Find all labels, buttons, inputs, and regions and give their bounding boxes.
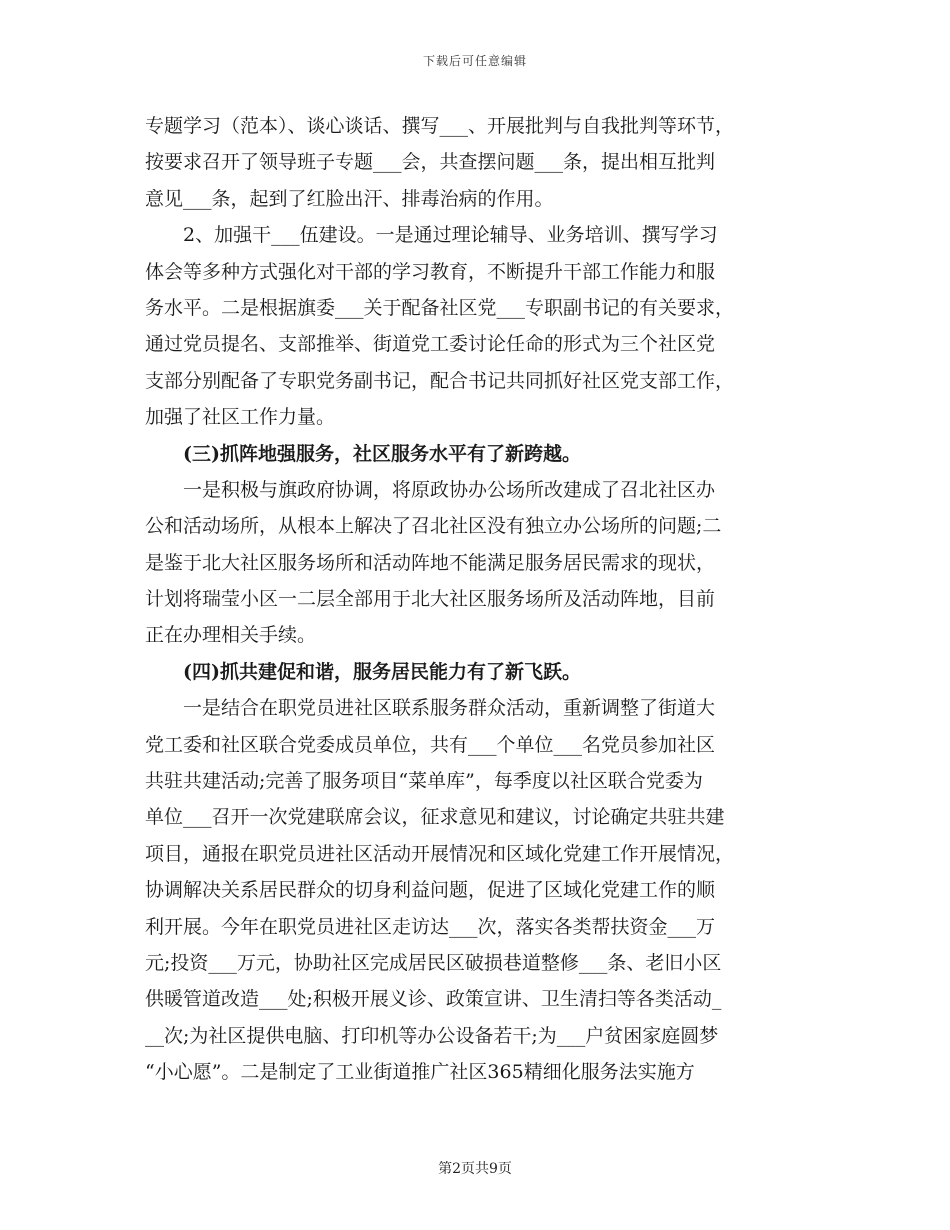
text-line: 体会等多种方式强化对干部的学习教育，不断提升干部工作能力和服 xyxy=(145,260,716,283)
text-line: 利开展。今年在职党员进社区走访达___次，落实各类帮扶资金___万 xyxy=(145,915,716,938)
text-line: 是鉴于北大社区服务场所和活动阵地不能满足服务居民需求的现状， xyxy=(145,551,716,574)
text-line: 务水平。二是根据旗委___关于配备社区党___专职副书记的有关要求， xyxy=(145,296,735,319)
text-line: 正在办理相关手续。 xyxy=(145,624,317,647)
text-line: 单位___召开一次党建联席会议，征求意见和建议，讨论确定共驻共建 xyxy=(145,806,725,829)
text-line: “小心愿”。二是制定了工业街道推广社区365精细化服务法实施方 xyxy=(145,1061,695,1084)
text-line: 元;投资___万元，协助社区完成居民区破损巷道整修___条、老旧小区 xyxy=(145,951,722,974)
text-line: 项目，通报在职党员进社区活动开展情况和区域化党建工作开展情况， xyxy=(145,842,735,865)
text-line: 计划将瑞莹小区一二层全部用于北大社区服务场所及活动阵地，目前 xyxy=(145,588,716,611)
text-line: 2、加强干___伍建设。一是通过理论辅导、业务培训、撰写学习 xyxy=(145,224,718,247)
text-line: 一是积极与旗政府协调，将原政协办公场所改建成了召北社区办 xyxy=(145,478,716,501)
text-line: 加强了社区工作力量。 xyxy=(145,406,336,429)
text-line: 意见___条，起到了红脸出汗、排毒治病的作用。 xyxy=(145,187,554,210)
text-line: 支部分别配备了专职党务副书记，配合书记共同抓好社区党支部工作， xyxy=(145,369,735,392)
text-line: __次;为社区提供电脑、打印机等办公设备若干;为___户贫困家庭圆梦 xyxy=(145,1024,719,1047)
text-line: 一是结合在职党员进社区联系服务群众活动，重新调整了街道大 xyxy=(145,697,716,720)
section-heading-line: (三)抓阵地强服务，社区服务水平有了新跨越。 xyxy=(145,442,581,465)
text-line: 专题学习（范本）、谈心谈话、撰写___、开展批判与自我批判等环节， xyxy=(145,115,735,137)
text-line: 按要求召开了领导班子专题___会，共查摆问题___条，提出相互批判 xyxy=(145,151,716,174)
text-line: 党工委和社区联合党委成员单位，共有___个单位___名党员参加社区 xyxy=(145,733,716,756)
text-line: 协调解决关系居民群众的切身利益问题，促进了区域化党建工作的顺 xyxy=(145,879,716,902)
section-heading-line: (四)抓共建促和谐，服务居民能力有了新飞跃。 xyxy=(145,660,581,683)
text-line: 供暖管道改造___处;积极开展义诊、政策宣讲、卫生清扫等各类活动_ xyxy=(145,988,722,1011)
text-line: 共驻共建活动;完善了服务项目“菜单库”，每季度以社区联合党委为 xyxy=(145,770,703,793)
page-number: 第2页共9页 xyxy=(438,1161,512,1177)
document-body xyxy=(145,108,805,1091)
text-line: 公和活动场所，从根本上解决了召北社区没有独立办公场所的问题;二 xyxy=(145,515,722,538)
header-note: 下载后可任意编辑 xyxy=(422,54,527,68)
text-line: 通过党员提名、支部推举、街道党工委讨论任命的形式为三个社区党 xyxy=(145,333,716,356)
